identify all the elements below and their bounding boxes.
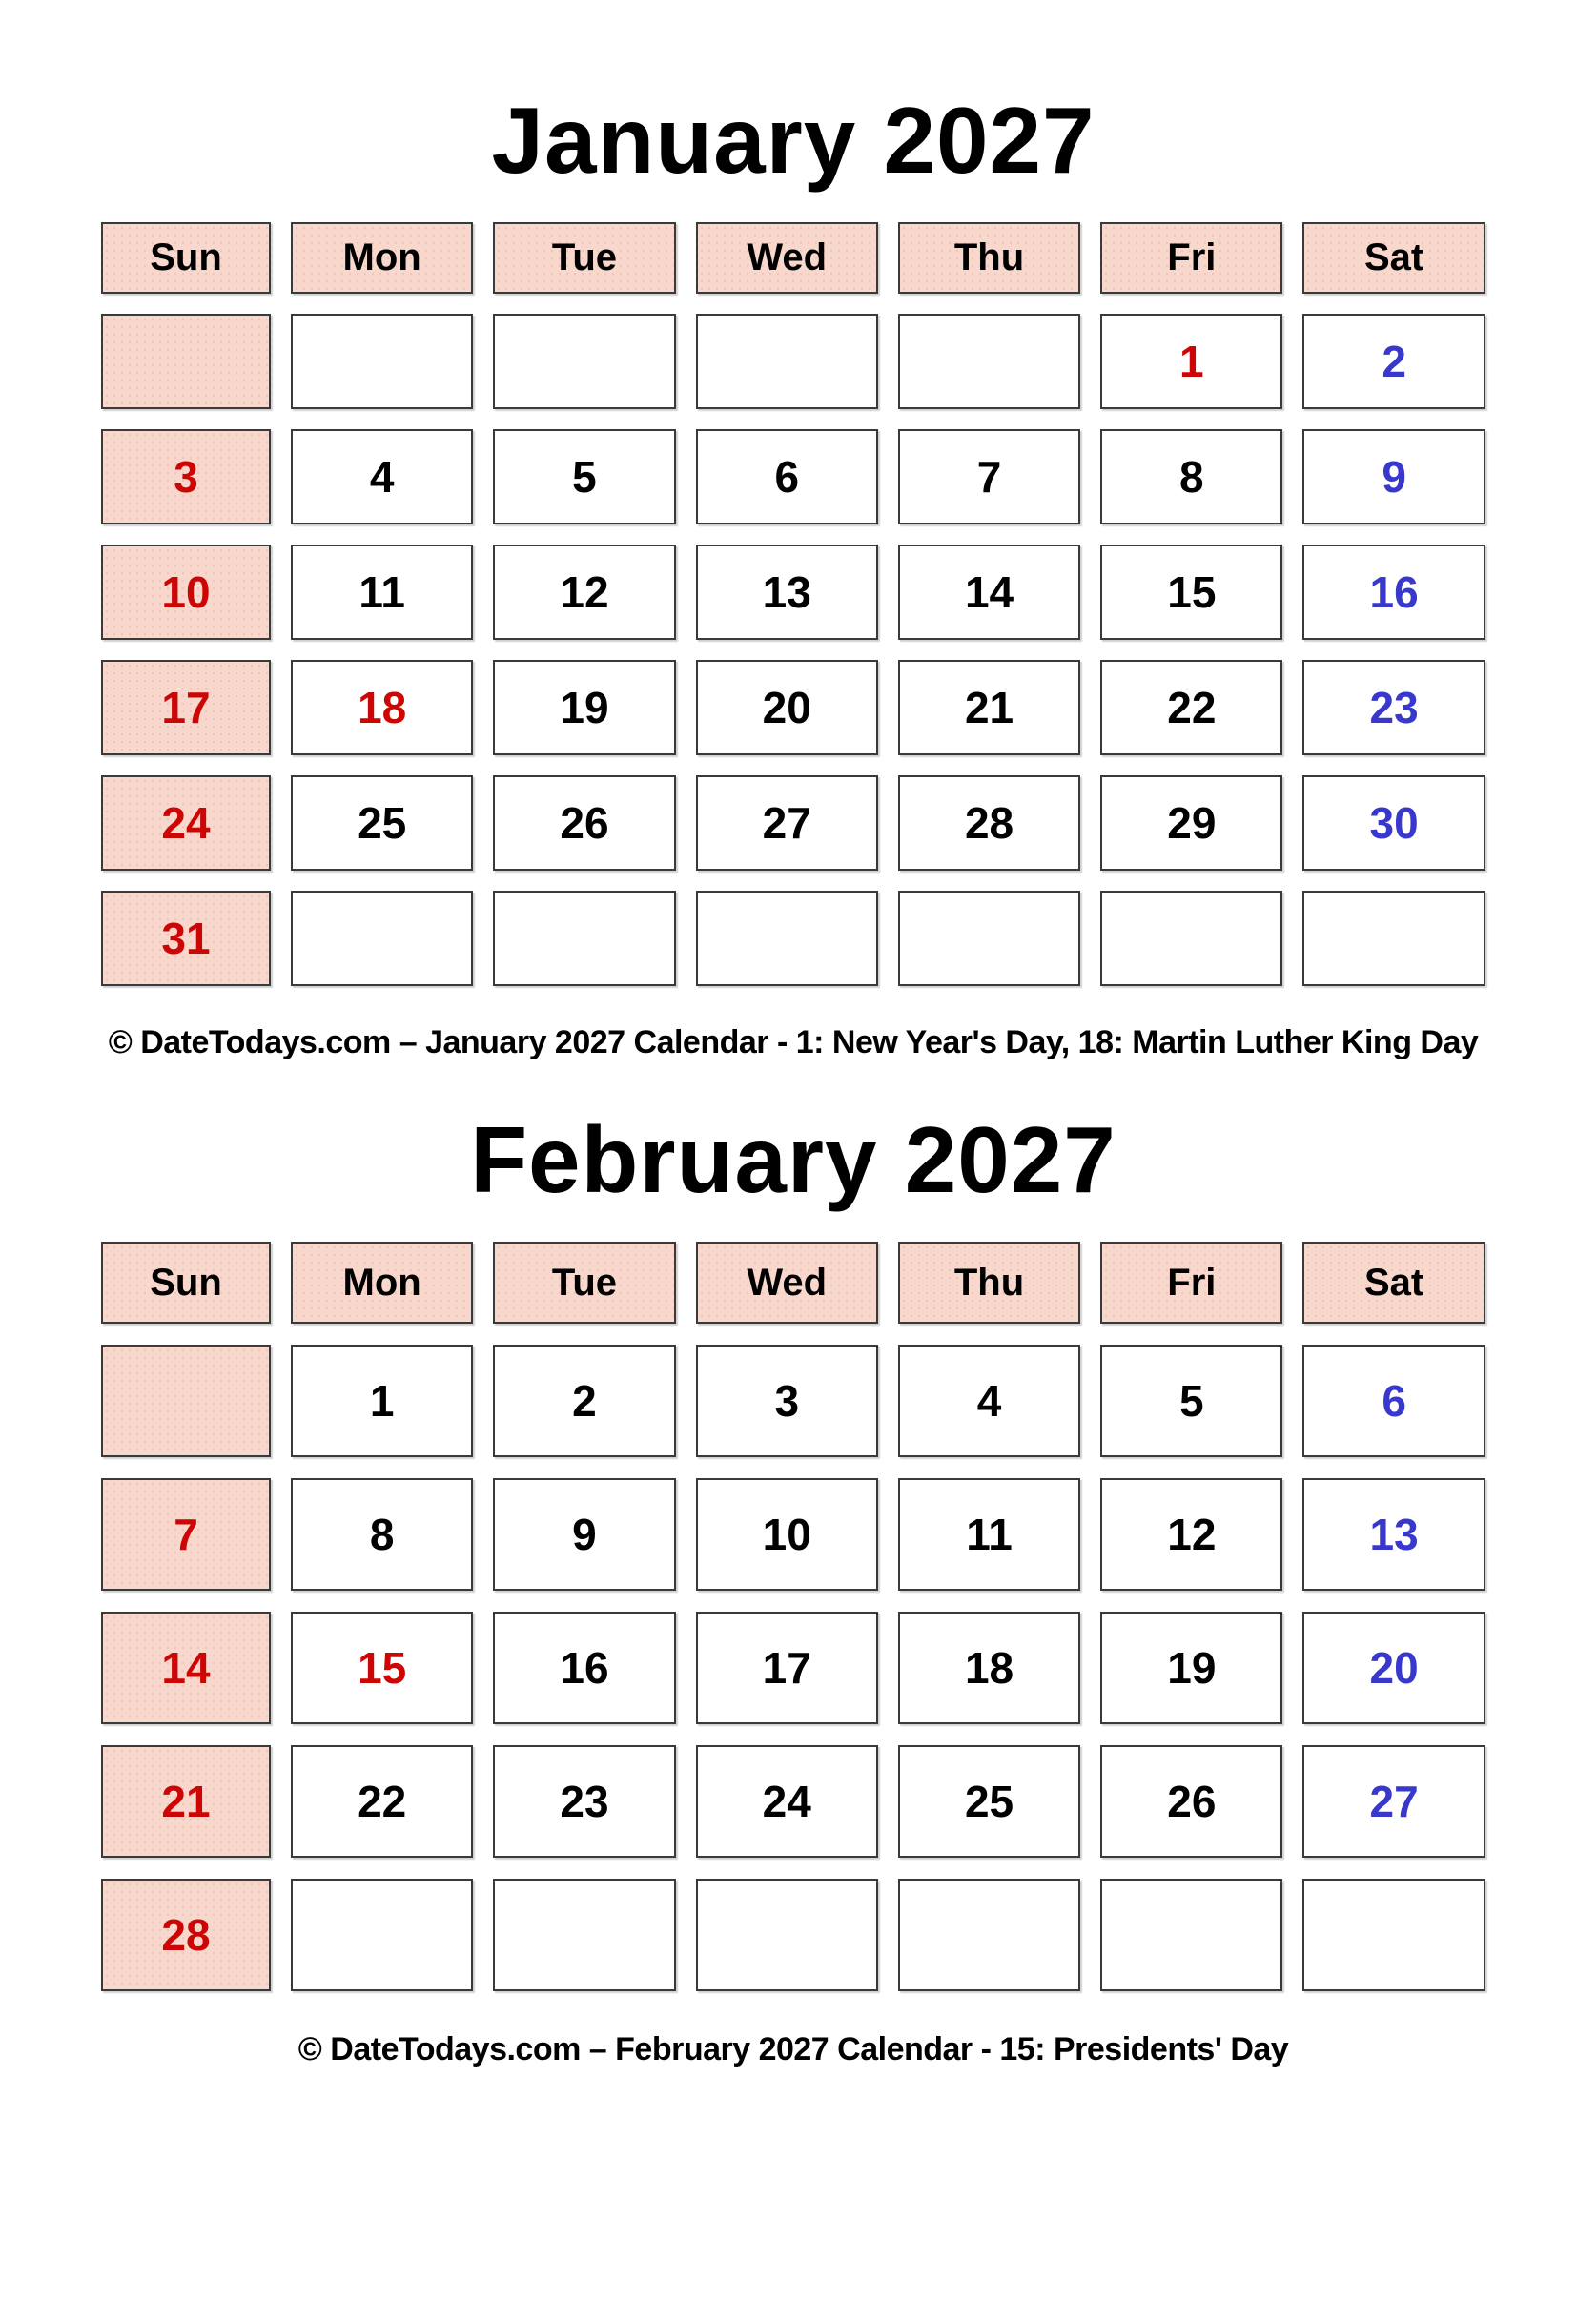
- date-cell-empty: [493, 314, 675, 409]
- date-cell-empty: [493, 1879, 675, 1991]
- date-cell-january-2027-14: 14: [898, 545, 1080, 640]
- date-cell-february-2027-23: 23: [493, 1745, 675, 1858]
- date-cell-january-2027-11: 11: [291, 545, 473, 640]
- date-cell-february-2027-5: 5: [1100, 1345, 1282, 1457]
- date-cell-january-2027-29: 29: [1100, 775, 1282, 871]
- date-cell-january-2027-26: 26: [493, 775, 675, 871]
- date-cell-empty: [1302, 891, 1485, 986]
- date-cell-february-2027-24: 24: [696, 1745, 878, 1858]
- day-header-tue: Tue: [493, 1242, 675, 1324]
- date-cell-january-2027-20: 20: [696, 660, 878, 755]
- date-cell-february-2027-6: 6: [1302, 1345, 1485, 1457]
- date-cell-empty: [696, 891, 878, 986]
- date-cell-january-2027-9: 9: [1302, 429, 1485, 524]
- date-cell-january-2027-25: 25: [291, 775, 473, 871]
- date-cell-empty: [696, 314, 878, 409]
- date-cell-empty: [291, 314, 473, 409]
- date-cell-january-2027-5: 5: [493, 429, 675, 524]
- day-header-wed: Wed: [696, 1242, 878, 1324]
- date-cell-january-2027-18: 18: [291, 660, 473, 755]
- date-cell-january-2027-21: 21: [898, 660, 1080, 755]
- date-cell-february-2027-8: 8: [291, 1478, 473, 1591]
- date-cell-january-2027-1: 1: [1100, 314, 1282, 409]
- date-cell-february-2027-10: 10: [696, 1478, 878, 1591]
- date-cell-empty: [493, 891, 675, 986]
- date-cell-february-2027-22: 22: [291, 1745, 473, 1858]
- date-cell-january-2027-30: 30: [1302, 775, 1485, 871]
- date-cell-january-2027-24: 24: [101, 775, 271, 871]
- date-cell-empty: [291, 891, 473, 986]
- date-cell-empty: [101, 314, 271, 409]
- date-cell-february-2027-12: 12: [1100, 1478, 1282, 1591]
- day-header-sun: Sun: [101, 1242, 271, 1324]
- day-header-sat: Sat: [1302, 222, 1485, 294]
- date-cell-february-2027-1: 1: [291, 1345, 473, 1457]
- date-cell-january-2027-10: 10: [101, 545, 271, 640]
- date-cell-february-2027-9: 9: [493, 1478, 675, 1591]
- date-cell-february-2027-13: 13: [1302, 1478, 1485, 1591]
- date-cell-february-2027-26: 26: [1100, 1745, 1282, 1858]
- date-cell-january-2027-13: 13: [696, 545, 878, 640]
- date-cell-february-2027-17: 17: [696, 1612, 878, 1724]
- date-cell-february-2027-11: 11: [898, 1478, 1080, 1591]
- month-footer-january: © DateTodays.com – January 2027 Calendar - 1: New Year's Day, 18: Martin Luther King Day: [108, 1024, 1479, 1060]
- february-calendar-grid: [101, 1242, 1485, 1991]
- day-header-mon: Mon: [291, 222, 473, 294]
- date-cell-february-2027-18: 18: [898, 1612, 1080, 1724]
- date-cell-january-2027-8: 8: [1100, 429, 1282, 524]
- month-title-january: January 2027: [491, 88, 1096, 193]
- date-cell-february-2027-27: 27: [1302, 1745, 1485, 1858]
- date-cell-january-2027-4: 4: [291, 429, 473, 524]
- date-cell-february-2027-7: 7: [101, 1478, 271, 1591]
- date-cell-january-2027-12: 12: [493, 545, 675, 640]
- date-cell-empty: [1100, 1879, 1282, 1991]
- day-header-fri: Fri: [1100, 222, 1282, 294]
- day-header-thu: Thu: [898, 222, 1080, 294]
- date-cell-january-2027-16: 16: [1302, 545, 1485, 640]
- day-header-sun: Sun: [101, 222, 271, 294]
- date-cell-empty: [1302, 1879, 1485, 1991]
- date-cell-february-2027-19: 19: [1100, 1612, 1282, 1724]
- month-section-february: [101, 1107, 1485, 2067]
- date-cell-february-2027-4: 4: [898, 1345, 1080, 1457]
- date-cell-january-2027-2: 2: [1302, 314, 1485, 409]
- date-cell-empty: [291, 1879, 473, 1991]
- day-header-mon: Mon: [291, 1242, 473, 1324]
- date-cell-february-2027-20: 20: [1302, 1612, 1485, 1724]
- date-cell-january-2027-6: 6: [696, 429, 878, 524]
- date-cell-february-2027-2: 2: [493, 1345, 675, 1457]
- date-cell-january-2027-17: 17: [101, 660, 271, 755]
- date-cell-january-2027-27: 27: [696, 775, 878, 871]
- date-cell-february-2027-3: 3: [696, 1345, 878, 1457]
- date-cell-january-2027-7: 7: [898, 429, 1080, 524]
- date-cell-january-2027-3: 3: [101, 429, 271, 524]
- date-cell-empty: [898, 891, 1080, 986]
- date-cell-empty: [101, 1345, 271, 1457]
- day-header-sat: Sat: [1302, 1242, 1485, 1324]
- date-cell-february-2027-14: 14: [101, 1612, 271, 1724]
- calendar-sheet: [101, 88, 1485, 2067]
- date-cell-empty: [898, 1879, 1080, 1991]
- date-cell-january-2027-23: 23: [1302, 660, 1485, 755]
- day-header-fri: Fri: [1100, 1242, 1282, 1324]
- date-cell-january-2027-31: 31: [101, 891, 271, 986]
- day-header-thu: Thu: [898, 1242, 1080, 1324]
- day-header-tue: Tue: [493, 222, 675, 294]
- date-cell-january-2027-28: 28: [898, 775, 1080, 871]
- january-calendar-grid: [101, 222, 1485, 986]
- date-cell-empty: [1100, 891, 1282, 986]
- month-footer-february: © DateTodays.com – February 2027 Calendar - 15: Presidents' Day: [297, 2031, 1289, 2067]
- date-cell-empty: [898, 314, 1080, 409]
- date-cell-january-2027-19: 19: [493, 660, 675, 755]
- date-cell-january-2027-22: 22: [1100, 660, 1282, 755]
- date-cell-february-2027-16: 16: [493, 1612, 675, 1724]
- month-section-january: [101, 88, 1485, 1060]
- month-title-february: February 2027: [470, 1107, 1116, 1212]
- day-header-wed: Wed: [696, 222, 878, 294]
- date-cell-february-2027-15: 15: [291, 1612, 473, 1724]
- date-cell-february-2027-28: 28: [101, 1879, 271, 1991]
- date-cell-february-2027-25: 25: [898, 1745, 1080, 1858]
- date-cell-empty: [696, 1879, 878, 1991]
- date-cell-february-2027-21: 21: [101, 1745, 271, 1858]
- date-cell-january-2027-15: 15: [1100, 545, 1282, 640]
